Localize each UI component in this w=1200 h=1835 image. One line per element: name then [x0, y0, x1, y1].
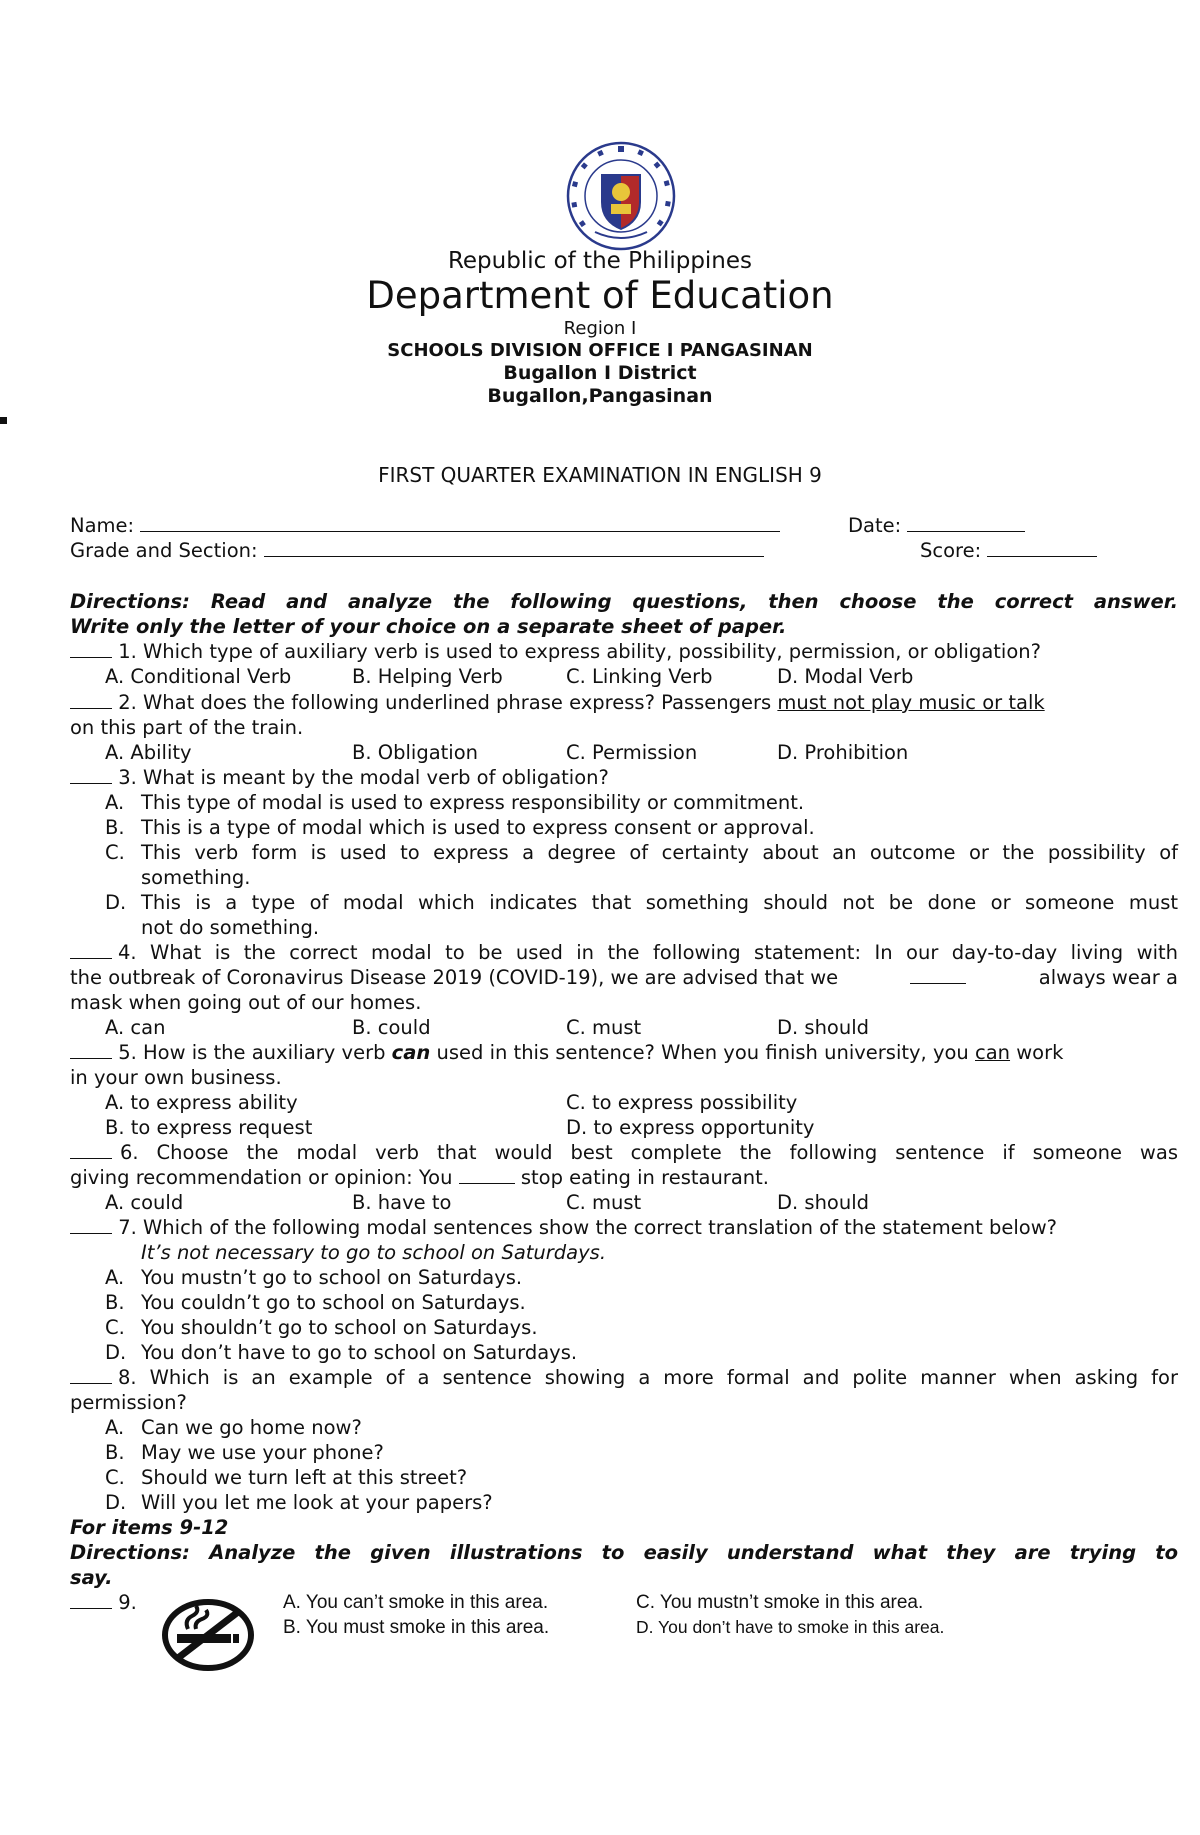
question-4-line-1: 4. What is the correct modal to be used in the following statement: In our day-to-day living with	[118, 941, 1178, 964]
q3-option-b: This is a type of modal which is used to express consent or approval.	[141, 816, 815, 839]
items-heading: For items 9-12	[70, 1516, 229, 1539]
q3-letter-b: B.	[105, 816, 125, 839]
answer-blank-7[interactable]	[70, 1215, 112, 1234]
town-line: Bugallon,Pangasinan	[487, 385, 713, 407]
question-5-line-2: in your own business.	[70, 1066, 282, 1089]
answer-blank-1[interactable]	[70, 639, 112, 658]
directions-line-1: Directions: Read and analyze the following questions, then choose the correct answer.	[70, 590, 1178, 613]
question-8-line-1: 8. Which is an example of a sentence showing a more formal and polite manner when asking for	[118, 1366, 1178, 1389]
answer-blank-9[interactable]	[70, 1590, 112, 1609]
division-line: SCHOOLS DIVISION OFFICE I PANGASINAN	[387, 340, 813, 361]
question-4	[70, 940, 1178, 965]
score-blank[interactable]	[987, 538, 1097, 557]
q3-letter-c: C.	[105, 841, 125, 864]
q1-option-b: B. Helping Verb	[352, 665, 503, 688]
q8-letter-c: C.	[105, 1466, 125, 1489]
date-blank[interactable]	[907, 513, 1025, 532]
grade-blank[interactable]	[264, 538, 764, 557]
republic-line: Republic of the Philippines	[447, 248, 753, 274]
q2-option-d: D. Prohibition	[777, 741, 909, 764]
name-label: Name:	[70, 514, 135, 537]
q3-option-c-line-2: something.	[141, 866, 251, 889]
question-7-text: 7. Which of the following modal sentences show the correct translation of the statement below?	[118, 1216, 1057, 1239]
question-9	[70, 1590, 137, 1615]
date-label: Date:	[848, 514, 902, 537]
q3-option-d-line-1: This is a type of modal which indicates that something should not be done or someone must	[141, 891, 1178, 914]
q6-option-d: D. should	[777, 1191, 870, 1214]
q2-option-c: C. Permission	[566, 741, 698, 764]
directions-2-line-2: say.	[70, 1566, 113, 1589]
question-6-line-2b: stop eating in restaurant.	[520, 1166, 769, 1189]
q9-option-d: D. You don’t have to smoke in this area.	[636, 1617, 945, 1637]
q8-option-a: Can we go home now?	[141, 1416, 362, 1439]
question-5	[70, 1040, 1178, 1065]
question-5-post: work	[1010, 1041, 1064, 1064]
q8-letter-a: A.	[105, 1416, 125, 1439]
q4-option-d: D. should	[777, 1016, 870, 1039]
date-field	[848, 513, 1025, 538]
question-6-line-1: 6. Choose the modal verb that would best complete the following sentence if someone was	[120, 1141, 1178, 1164]
question-1-text: 1. Which type of auxiliary verb is used to express ability, possibility, permission, or obligation?	[118, 640, 1041, 663]
directions-line-2: Write only the letter of your choice on a separate sheet of paper.	[70, 615, 787, 638]
q7-letter-c: C.	[105, 1316, 125, 1339]
q7-letter-a: A.	[105, 1266, 125, 1289]
question-5-underlined: can	[975, 1041, 1011, 1064]
q3-option-a: This type of modal is used to express responsibility or commitment.	[141, 791, 805, 814]
q6-option-c: C. must	[566, 1191, 642, 1214]
name-blank[interactable]	[140, 513, 780, 532]
q7-letter-b: B.	[105, 1291, 125, 1314]
no-smoking-icon	[160, 1598, 256, 1672]
margin-mark	[0, 417, 7, 424]
answer-blank-3[interactable]	[70, 765, 112, 784]
q7-option-d: You don’t have to go to school on Saturdays.	[141, 1341, 578, 1364]
q4-option-c: C. must	[566, 1016, 642, 1039]
answer-blank-6[interactable]	[70, 1140, 112, 1159]
question-6-line-2a: giving recommendation or opinion: You	[70, 1166, 453, 1189]
q1-option-a: A. Conditional Verb	[105, 665, 292, 688]
q4-option-a: A. can	[105, 1016, 166, 1039]
q5-option-a: A. to express ability	[105, 1091, 298, 1114]
q2-option-b: B. Obligation	[352, 741, 479, 764]
q8-option-c: Should we turn left at this street?	[141, 1466, 468, 1489]
q7-option-a: You mustn’t go to school on Saturdays.	[141, 1266, 523, 1289]
question-4-line-3: mask when going out of our homes.	[70, 991, 422, 1014]
score-label: Score:	[920, 539, 982, 562]
answer-blank-5[interactable]	[70, 1040, 112, 1059]
q3-option-c-line-1: This verb form is used to express a degree of certainty about an outcome or the possibility of	[141, 841, 1178, 864]
question-2-line-2: on this part of the train.	[70, 716, 304, 739]
deped-seal-logo	[565, 140, 677, 252]
q6-option-b: B. have to	[352, 1191, 452, 1214]
q1-option-d: D. Modal Verb	[777, 665, 914, 688]
q8-option-d: Will you let me look at your papers?	[141, 1491, 493, 1514]
q5-option-b: B. to express request	[105, 1116, 313, 1139]
question-9-number: 9.	[118, 1591, 137, 1614]
question-6-fill-blank[interactable]	[459, 1165, 515, 1184]
q8-letter-b: B.	[105, 1441, 125, 1464]
question-5-text: 5. How is the auxiliary verb	[118, 1041, 392, 1064]
q3-option-d-line-2: not do something.	[141, 916, 320, 939]
name-field	[70, 513, 780, 538]
question-8	[70, 1365, 1178, 1390]
q5-option-d: D. to express opportunity	[566, 1116, 815, 1139]
q4-option-b: B. could	[352, 1016, 431, 1039]
question-4-line-2b: always wear a	[1038, 966, 1178, 989]
q8-option-b: May we use your phone?	[141, 1441, 384, 1464]
question-7	[70, 1215, 1178, 1240]
question-4-line-2	[70, 965, 1178, 990]
question-2-underlined: must not play music or talk	[777, 691, 1045, 714]
score-field	[920, 538, 1097, 563]
q3-letter-d: D.	[105, 891, 127, 914]
answer-blank-8[interactable]	[70, 1365, 112, 1384]
question-3	[70, 765, 1178, 790]
q7-option-c: You shouldn’t go to school on Saturdays.	[141, 1316, 538, 1339]
q9-option-b: B. You must smoke in this area.	[283, 1617, 550, 1638]
q3-letter-a: A.	[105, 791, 125, 814]
q6-option-a: A. could	[105, 1191, 184, 1214]
answer-blank-4[interactable]	[70, 940, 112, 959]
question-5-bold-word: can	[391, 1041, 431, 1064]
q5-option-c: C. to express possibility	[566, 1091, 798, 1114]
question-6	[70, 1140, 1178, 1165]
question-4-line-2a: the outbreak of Coronavirus Disease 2019 (COVID-19), we are advised that we	[70, 966, 839, 989]
directions-2-line-1: Directions: Analyze the given illustrations to easily understand what they are trying to	[70, 1541, 1178, 1564]
question-2	[70, 690, 1178, 715]
question-6-line-2	[70, 1165, 1178, 1190]
exam-title: FIRST QUARTER EXAMINATION IN ENGLISH 9	[378, 463, 822, 487]
answer-blank-2[interactable]	[70, 690, 112, 709]
q7-letter-d: D.	[105, 1341, 127, 1364]
grade-field	[70, 538, 764, 563]
q9-option-c: C. You mustn’t smoke in this area.	[636, 1592, 924, 1613]
question-7-statement: It’s not necessary to go to school on Saturdays.	[141, 1241, 607, 1264]
district-line: Bugallon I District	[503, 362, 697, 384]
question-3-text: 3. What is meant by the modal verb of obligation?	[118, 766, 609, 789]
q9-option-a: A. You can’t smoke in this area.	[283, 1592, 549, 1613]
grade-label: Grade and Section:	[70, 539, 258, 562]
question-5-mid: used in this sentence? When you finish university, you	[430, 1041, 975, 1064]
q2-option-a: A. Ability	[105, 741, 192, 764]
question-4-fill-blank[interactable]	[910, 965, 966, 984]
question-1	[70, 639, 1178, 664]
region-line: Region I	[563, 318, 637, 339]
question-2-text: 2. What does the following underlined phrase express? Passengers	[118, 691, 778, 714]
q7-option-b: You couldn’t go to school on Saturdays.	[141, 1291, 526, 1314]
q8-letter-d: D.	[105, 1491, 127, 1514]
department-title: Department of Education	[366, 274, 834, 317]
q1-option-c: C. Linking Verb	[566, 665, 713, 688]
question-8-line-2: permission?	[70, 1391, 187, 1414]
